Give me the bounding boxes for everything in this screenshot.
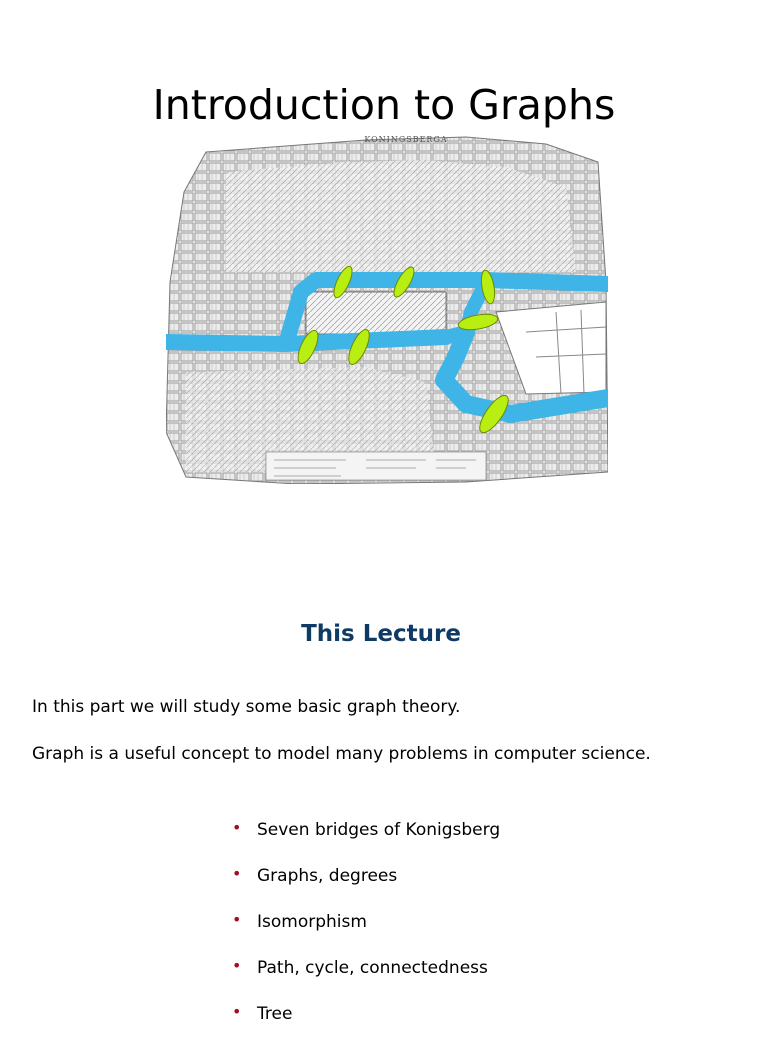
list-item [232, 864, 500, 910]
list-item [232, 818, 500, 864]
topic-label: Isomorphism [257, 912, 367, 932]
topic-label: Seven bridges of Konigsberg [257, 820, 501, 840]
bullet-icon: • [232, 818, 242, 837]
topic-label: Graphs, degrees [257, 866, 398, 886]
list-item [232, 956, 500, 1002]
concept-paragraph: Graph is a useful concept to model many problems in computer science. [32, 744, 651, 764]
topic-label: Tree [257, 1004, 293, 1024]
bullet-icon: • [232, 956, 242, 975]
topic-label: Path, cycle, connectedness [257, 958, 488, 978]
bullet-icon: • [232, 910, 242, 929]
list-item [232, 910, 500, 956]
topic-list [232, 818, 500, 1048]
map-caption: KONINGSBERGA [364, 135, 448, 144]
bullet-icon: • [232, 864, 242, 883]
section-heading: This Lecture [301, 621, 461, 647]
bullet-icon: • [232, 1002, 242, 1021]
list-item [232, 1002, 500, 1048]
slide-title: Introduction to Graphs [152, 81, 616, 130]
konigsberg-map-illustration [166, 132, 608, 484]
intro-paragraph: In this part we will study some basic graph theory. [32, 697, 461, 717]
